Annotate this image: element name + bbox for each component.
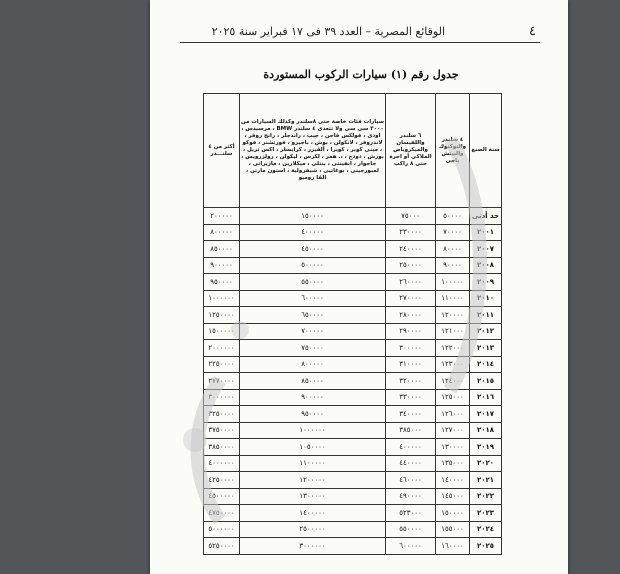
price-cell: ٦٥٠٠٠٠ — [240, 307, 386, 324]
price-cell: ٤٧٥٠٠٠٠ — [204, 505, 240, 522]
year-cell: ٢٠١١ — [470, 307, 502, 324]
price-cell: ٤٢٥٠٠٠٠ — [204, 472, 240, 489]
page-number: ٤ — [529, 24, 536, 39]
year-cell: ٢٠٢٥ — [470, 538, 502, 555]
price-cell: ١٥٠٠٠٠ — [240, 208, 386, 225]
price-cell: ٢٠٠٠٠٠٠ — [204, 340, 240, 357]
price-cell: ٤٥٠٠٠٠٠ — [204, 488, 240, 505]
price-cell: ٣٨٥٠٠٠ — [386, 422, 436, 439]
price-cell: ١٤٠٠٠٠ — [436, 472, 470, 489]
price-cell: ١١٠٠٠٠٠ — [240, 455, 386, 472]
table-row — [204, 290, 502, 307]
table-row — [204, 307, 502, 324]
price-cell: ٤٤٠٠٠٠ — [386, 455, 436, 472]
table-row — [204, 488, 502, 505]
price-cell: ٤٥٠٠٠٠ — [240, 241, 386, 258]
price-cell: ٣١٠٠٠٠ — [386, 356, 436, 373]
year-cell: ٢٠٢١ — [470, 472, 502, 489]
price-cell: ٢٠٠٠٠٠ — [204, 208, 240, 225]
price-cell: ١٥٠٠٠٠٠ — [204, 323, 240, 340]
price-cell: ٤٠٠٠٠٠ — [240, 224, 386, 241]
column-header: سنة الصنع — [470, 94, 502, 208]
price-cell: ٩٥٠٠٠٠ — [240, 406, 386, 423]
price-cell: ٣٧٥٠٠٠٠ — [204, 422, 240, 439]
table-row — [204, 389, 502, 406]
document-page — [150, 0, 568, 574]
year-cell: ٢٠٠٧ — [470, 241, 502, 258]
price-cell: ٢٥٠٠٠٠ — [386, 257, 436, 274]
year-cell: ٢٠٢٣ — [470, 505, 502, 522]
price-cell: ٤٦٠٠٠٠ — [386, 472, 436, 489]
price-cell: ١٣٠٠٠٠٠ — [240, 488, 386, 505]
page-header — [180, 22, 540, 43]
table-row — [204, 439, 502, 456]
price-cell: ٢٩٠٠٠٠ — [386, 323, 436, 340]
price-cell: ١٠٠٠٠٠٠ — [204, 290, 240, 307]
table-row — [204, 323, 502, 340]
table-row — [204, 340, 502, 357]
price-cell: ٨٥٠٠٠٠ — [204, 241, 240, 258]
price-cell: ٥٥٠٠٠٠ — [386, 521, 436, 538]
price-cell: ٥٢٥٠٠٠٠ — [204, 538, 240, 555]
table-row — [204, 224, 502, 241]
price-cell: ١٥٥٠٠٠ — [436, 521, 470, 538]
price-cell: ١٢١٠٠٠ — [436, 323, 470, 340]
price-cell: ٣٨٥٠٠٠٠ — [204, 439, 240, 456]
price-cell: ١٢٥٠٠٠ — [436, 389, 470, 406]
price-cell: ٢٧٠٠٠٠ — [386, 290, 436, 307]
table-header-row — [204, 94, 502, 208]
year-cell: ٢٠٠٨ — [470, 257, 502, 274]
price-cell: ٦٠٠٠٠٠ — [386, 538, 436, 555]
year-cell: ٢٠٠٩ — [470, 274, 502, 291]
column-header: ٤ سلندر والتوكتوك والبيتش باجى — [436, 94, 470, 208]
table-row — [204, 274, 502, 291]
year-cell: حد أدنى — [470, 208, 502, 225]
price-cell: ٩٠٠٠٠٠ — [204, 257, 240, 274]
price-cell: ١٢٠٠٠٠٠ — [240, 472, 386, 489]
table-row — [204, 208, 502, 225]
column-header: ٦ سلندر واللفيسان والميكروباص الملاكى أو اجرة حتى ٨ راكب — [386, 94, 436, 208]
price-cell: ١٤٠٠٠٠٠ — [240, 505, 386, 522]
table-row — [204, 356, 502, 373]
price-cell: ٢٥٠٠٠٠٠ — [240, 521, 386, 538]
year-cell: ٢٠١٠ — [470, 290, 502, 307]
price-cell: ٣٤٠٠٠٠ — [386, 406, 436, 423]
price-cell: ١٢٦٠٠٠ — [436, 406, 470, 423]
table-row — [204, 406, 502, 423]
price-cell: ٢٨٠٠٠٠ — [386, 307, 436, 324]
price-cell: ٩٠٠٠٠ — [436, 257, 470, 274]
table-row — [204, 373, 502, 390]
year-cell: ٢٠٢٠ — [470, 455, 502, 472]
price-cell: ٧٠٠٠٠ — [436, 224, 470, 241]
price-cell: ٨٥٠٠٠٠ — [240, 373, 386, 390]
year-cell: ٢٠١٢ — [470, 323, 502, 340]
table-row — [204, 538, 502, 555]
price-cell: ٣٢٠٠٠٠ — [386, 373, 436, 390]
price-cell: ١٤٥٠٠٠ — [436, 488, 470, 505]
price-cell: ١٢٢٠٠٠ — [436, 340, 470, 357]
price-cell: ١٦٠٠٠٠ — [436, 538, 470, 555]
year-cell: ٢٠١٥ — [470, 373, 502, 390]
price-cell: ٤٠٠٠٠٠٠ — [204, 455, 240, 472]
price-cell: ٣٣٠٠٠٠ — [386, 389, 436, 406]
price-cell: ٧٠٠٠٠٠ — [240, 323, 386, 340]
price-cell: ٣٠٠٠٠٠٠ — [240, 538, 386, 555]
table-row — [204, 472, 502, 489]
table-row — [204, 241, 502, 258]
price-cell: ٢٣٠٠٠٠ — [386, 224, 436, 241]
price-cell: ٨٠٠٠٠٠ — [240, 356, 386, 373]
year-cell: ٢٠١٧ — [470, 406, 502, 423]
price-cell: ١٢٣٠٠٠ — [436, 356, 470, 373]
price-cell: ٩٥٠٠٠٠ — [204, 274, 240, 291]
price-cell: ٧٥٠٠٠٠ — [240, 340, 386, 357]
price-cell: ١٣٥٠٠٠ — [436, 455, 470, 472]
gazette-title: الوقائع المصرية – العدد ٣٩ فى ١٧ فبراير سنة ٢٠٢٥ — [211, 25, 445, 38]
price-cell: ١٣٠٠٠٠ — [436, 439, 470, 456]
year-cell: ٢٠١٨ — [470, 422, 502, 439]
price-cell: ٣٢٥٠٠٠٠ — [204, 406, 240, 423]
price-cell: ٥٥٠٠٠٠ — [240, 274, 386, 291]
imported-cars-table — [203, 93, 502, 555]
column-header: سيارات فئات خاصة حتى ٨سلندر وكذلك السيارات من ٣٠٠٠ سى سى ولا تتعدى ٤ سلندر BMW ، مرسيدس ، اودى ، فولكس فاجن ، جيب ، راندجلر ، رانج روفر ، لاندروفر ، لانكولن ، بوش ، باجيرو ، فورتشنر ، فوكو ، مينى كوبر ، كوبرا ، ألفيزر ، كرايسلر ، اكس تريل ، بورش ، دودج ، ،. همر ، لكزس ، ليكولن ، رولزرويس ، جاجوار ، انفينتى ، بنتلى ، ميكلارين ، مازيراتى ، لمبورجينى ، بوغاتيى ، شيفرولية ، استون مارتن ، الفا روميو — [240, 94, 386, 208]
table-row — [204, 455, 502, 472]
table-row — [204, 257, 502, 274]
year-cell: ٢٠١٦ — [470, 389, 502, 406]
price-cell: ٢٦٠٠٠٠ — [386, 274, 436, 291]
price-cell: ١٢٤٠٠٠ — [436, 373, 470, 390]
price-cell: ٤٩٠٠٠٠ — [386, 488, 436, 505]
price-cell: ٧٥٠٠٠ — [386, 208, 436, 225]
price-cell: ٨٠٠٠٠ — [436, 241, 470, 258]
price-cell: ٩٠٠٠٠٠ — [240, 389, 386, 406]
table-title: جدول رقم (١) سيارات الركوب المستوردة — [263, 68, 459, 81]
price-cell: ١٥٠٠٠٠ — [436, 505, 470, 522]
table-row — [204, 505, 502, 522]
year-cell: ٢٠١٩ — [470, 439, 502, 456]
price-cell: ٤٠٠٠٠٠ — [386, 439, 436, 456]
price-cell: ٥٠٠٠٠٠٠ — [204, 521, 240, 538]
year-cell: ٢٠٢٤ — [470, 521, 502, 538]
price-cell: ٥٢٣٠٠٠ — [386, 505, 436, 522]
price-cell: ٢٤٠٠٠٠ — [386, 241, 436, 258]
table-row — [204, 422, 502, 439]
year-cell: ٢٠١٣ — [470, 340, 502, 357]
price-cell: ٢٢٥٠٠٠٠ — [204, 356, 240, 373]
price-cell: ٣٠٠٠٠٠ — [386, 340, 436, 357]
year-cell: ٢٠١٤ — [470, 356, 502, 373]
price-cell: ١٠٥٠٠٠٠ — [240, 439, 386, 456]
price-cell: ١٢٥٠٠٠٠ — [204, 307, 240, 324]
year-cell: ٢٠٠١ — [470, 224, 502, 241]
year-cell: ٢٠٢٢ — [470, 488, 502, 505]
price-cell: ١١٠٠٠٠ — [436, 290, 470, 307]
price-cell: ١٢٠٠٠٠ — [436, 307, 470, 324]
price-cell: ١٠٠٠٠٠ — [436, 274, 470, 291]
price-cell: ١٢٧٠٠٠ — [436, 422, 470, 439]
column-header: أكثر من ٤ سلنـــدر — [204, 94, 240, 208]
price-cell: ٢٧٧٠٠٠٠ — [204, 373, 240, 390]
price-cell: ٥٠٠٠٠ — [436, 208, 470, 225]
price-cell: ٥٠٠٠٠٠ — [240, 257, 386, 274]
table-row — [204, 521, 502, 538]
price-cell: ٣٠٠٠٠٠٠ — [204, 389, 240, 406]
price-cell: ١٠٠٠٠٠٠ — [240, 422, 386, 439]
price-cell: ٨٠٠٠٠٠ — [204, 224, 240, 241]
price-cell: ٦٠٠٠٠٠ — [240, 290, 386, 307]
